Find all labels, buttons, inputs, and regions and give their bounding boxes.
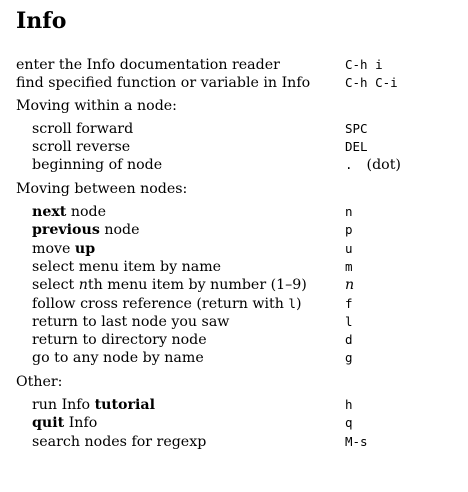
key-binding: C-h C-i [345,75,398,91]
entry-label: go to any node by name [32,350,204,367]
emphasis-bold: next [32,204,67,221]
key-binding: C-h i [345,57,383,72]
entry-label [32,240,95,258]
entry-tutorial [16,396,456,414]
emphasis-bold: quit [32,415,65,432]
emphasis-bold: previous [32,222,100,239]
key-binding: m [345,258,353,274]
label-pre: run Info [32,397,95,414]
entry-quit [16,414,456,432]
key-binding: u [345,240,353,256]
label-rest: node [99,222,140,239]
key-note: (dot) [366,157,401,174]
key-binding: h [345,397,353,413]
inline-code: l [288,295,296,311]
entry-goto-node [16,349,456,367]
entry-beginning-of-node [16,156,456,174]
key-binding: DEL [345,139,368,155]
entry-label: scroll forward [32,120,134,137]
entry-find-function [16,74,456,92]
key-binding [345,156,401,174]
entry-enter-info [16,56,456,74]
emphasis-italic: n [78,277,88,294]
entry-label: find specified function or variable in Info [16,75,311,92]
key-binding: l [345,313,353,329]
entry-label: select menu item by name [32,258,222,275]
section-heading-other: Other: [16,373,63,390]
label-post: th menu item by number (1–9) [87,277,307,294]
info-reference-card [16,8,456,451]
entry-label: return to last node you saw [32,313,230,330]
entry-label [32,203,106,221]
entry-menu-by-name [16,258,456,276]
entry-previous-node [16,221,456,239]
label-post: ) [295,295,302,312]
entry-follow-xref [16,295,456,313]
label-pre: select [32,277,79,294]
key-binding: n [345,204,353,220]
label-rest: node [66,204,107,221]
key-text: . [345,157,353,173]
section-heading-between: Moving between nodes: [16,180,188,197]
entry-label [32,221,140,239]
entry-label: search nodes for regexp [32,433,207,450]
entry-directory-node [16,331,456,349]
label-pre: move [32,240,75,257]
emphasis-bold: up [74,240,96,257]
entry-menu-by-number [16,276,456,294]
key-binding: SPC [345,120,368,136]
entry-scroll-reverse [16,138,456,156]
entry-label [32,295,302,313]
key-binding: n [345,277,355,294]
key-binding: M-s [345,433,368,449]
entry-move-up [16,240,456,258]
section-heading-within: Moving within a node: [16,97,177,114]
page-title: Info [16,8,67,34]
entry-label [32,396,155,414]
key-binding: g [345,350,353,366]
entry-label: return to directory node [32,332,207,349]
entry-next-node [16,203,456,221]
entry-scroll-forward [16,120,456,138]
emphasis-bold: tutorial [94,397,155,414]
entry-label: beginning of node [32,157,163,174]
key-binding: d [345,332,353,348]
entry-label: enter the Info documentation reader [16,57,280,73]
key-binding: f [345,295,353,311]
entry-search-regexp [16,433,456,451]
label-pre: follow cross reference (return with [32,295,289,312]
entry-last-node [16,313,456,331]
key-binding: p [345,222,353,238]
entry-label [32,276,307,294]
key-binding: q [345,415,353,431]
entry-label [32,414,97,432]
entry-label: scroll reverse [32,139,131,156]
label-rest: Info [64,415,98,432]
